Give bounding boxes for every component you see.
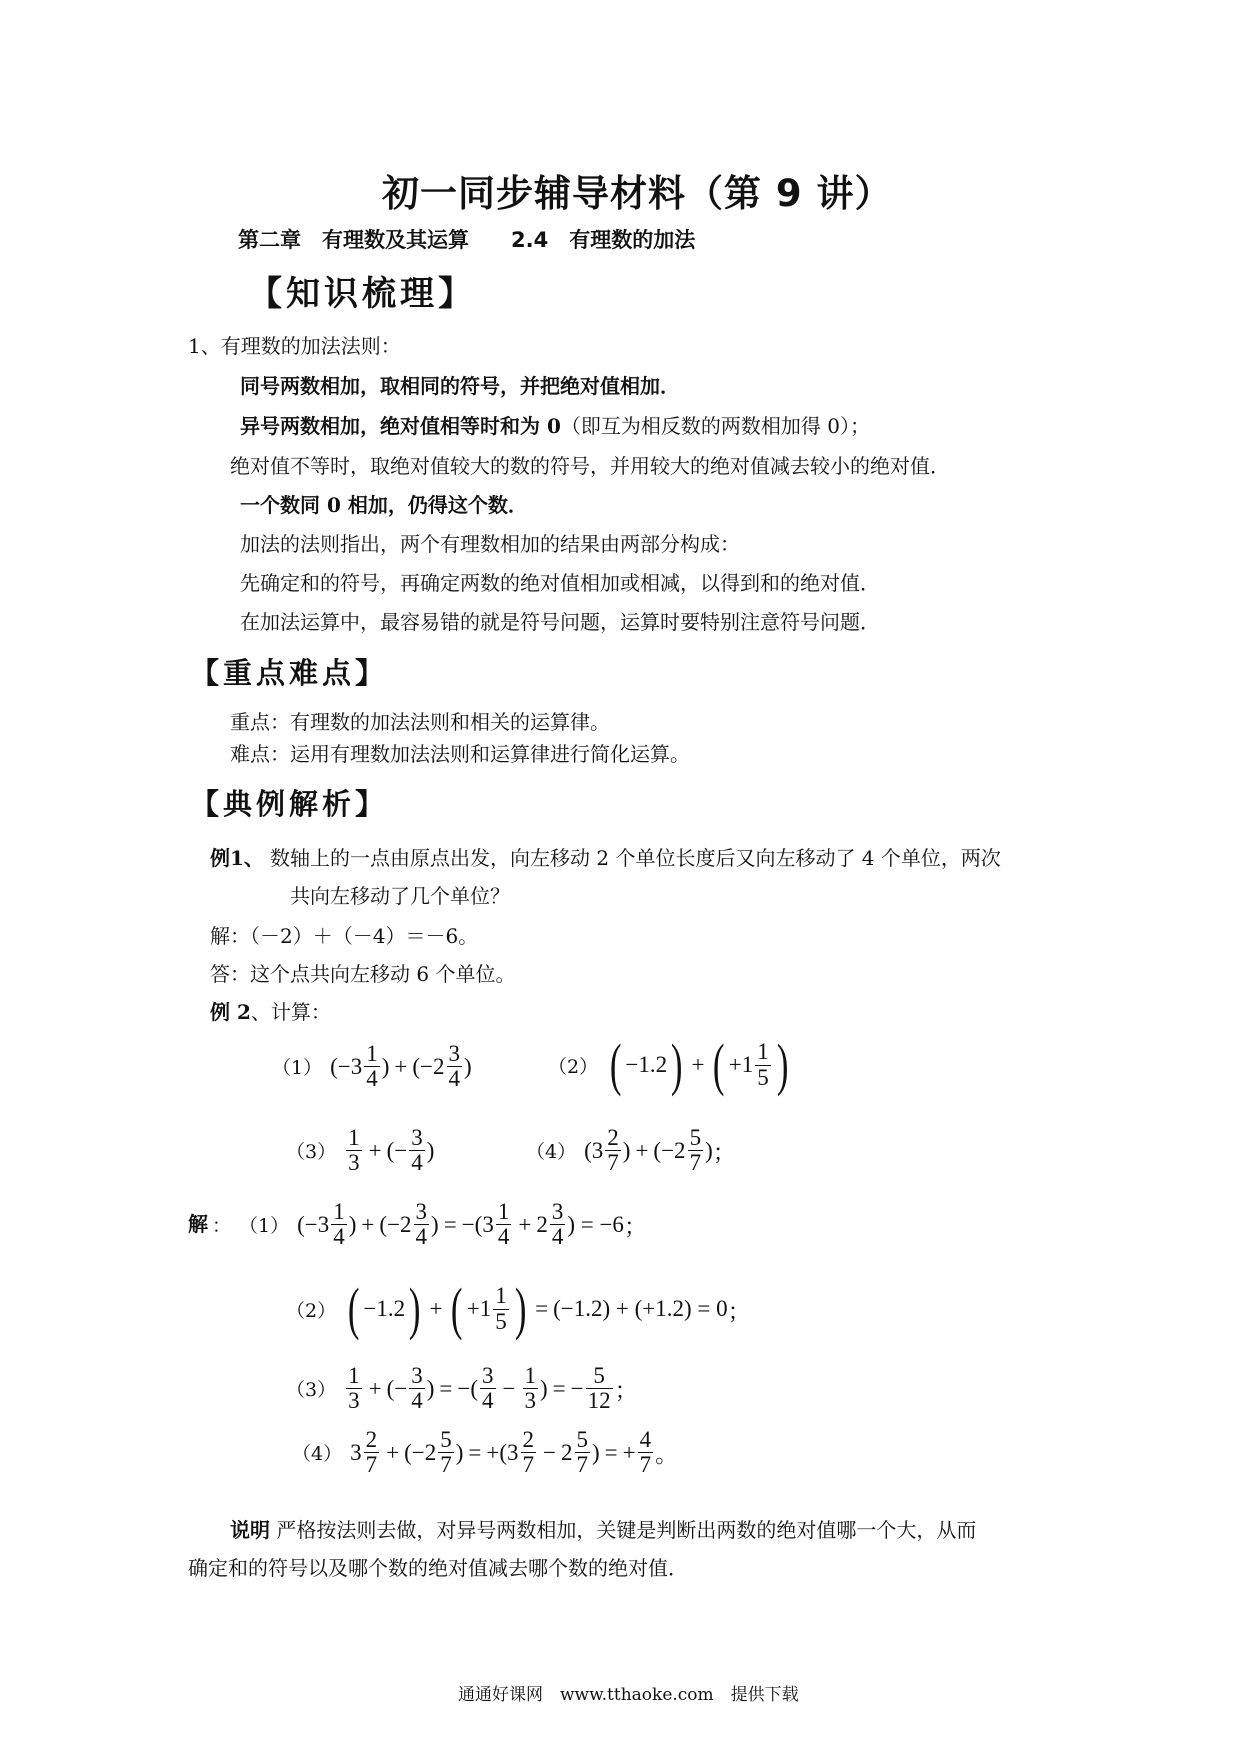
fraction: $\frac{3}{4}$ (482, 1363, 494, 1414)
page-footer: 通通好课网 www.tthaoke.com 提供下载 (458, 1685, 799, 1705)
fraction: $\frac{2}{7}$ (607, 1125, 619, 1176)
problem-2: （2） ( −1.2 ) + ( +1 $\frac{1}{5}$ ) (548, 1032, 789, 1097)
fraction: $\frac{3}{4}$ (411, 1363, 423, 1414)
fraction: $\frac{1}{4}$ (366, 1041, 378, 1092)
fraction: $\frac{1}{4}$ (497, 1199, 510, 1250)
note-line-2: 确定和的符号以及哪个数的绝对值减去哪个数的绝对值． (188, 1556, 688, 1580)
example-2-label-rest: 、计算： (250, 1000, 331, 1024)
fraction: $\frac{1}{5}$ (757, 1039, 769, 1090)
note-line-1 (230, 1514, 976, 1543)
example-1-answer: 答：这个点共向左移动 6 个单位。 (210, 962, 516, 986)
section-heading-examples: 【典例解析】 (190, 787, 389, 821)
example-1-question-line1: 数轴上的一点由原点出发，向左移动 2 个单位长度后又向左移动了 4 个单位，两次 (270, 846, 1001, 870)
fraction: $\frac{3}{4}$ (411, 1125, 423, 1176)
rule-diff-sign (240, 410, 870, 439)
fraction: $\frac{5}{7}$ (576, 1427, 588, 1478)
difficult-point: 难点：运用有理数加法法则和运算律进行简化运算。 (230, 742, 690, 766)
solution-2: （2） ( −1.2 ) + ( +1 $\frac{1}{5}$ ) = (−1.2) + (+1.2) = 0 ； (286, 1276, 751, 1341)
note-text-1: 严格按法则去做，对异号两数相加，关键是判断出两数的绝对值哪一个大，从而 (276, 1518, 977, 1542)
example-2-label-bold: 例 2 (210, 1000, 251, 1024)
rule-title: 1、有理数的加法法则： (188, 334, 401, 358)
fraction: $\frac{5}{7}$ (689, 1125, 702, 1176)
fraction: $\frac{3}{4}$ (448, 1041, 461, 1092)
solution-4: （4） 3 $\frac{2}{7}$ + (−2 $\frac{5}{7}$ ) = +(3 $\frac{2}{7}$ − 2 $\frac{5}{7}$ ) = + $\frac{4}{7}$ 。 (292, 1427, 679, 1478)
rule-explain-1: 加法的法则指出，两个有理数相加的结果由两部分构成： (240, 532, 740, 556)
problem-4: （4） (3 $\frac{2}{7}$ ) + (−2 $\frac{5}{7}$ ) ； (526, 1125, 736, 1176)
fraction: $\frac{2}{7}$ (365, 1427, 378, 1478)
rule-same-sign: 同号两数相加，取相同的符号，并把绝对值相加． (240, 374, 680, 398)
key-point: 重点：有理数的加法法则和相关的运算律。 (230, 710, 610, 734)
example-1-question-line2: 共向左移动了几个单位？ (290, 884, 510, 908)
fraction: $\frac{1}{3}$ (348, 1125, 360, 1176)
rule-explain-2: 先确定和的符号，再确定两数的绝对值相加或相减，以得到和的绝对值． (240, 571, 880, 595)
page-title: 初一同步辅导材料（第 9 讲） (382, 172, 893, 215)
rule-diff-sign-bold: 异号两数相加，绝对值相等时和为 0 (240, 414, 561, 438)
rule-zero: 一个数同 0 相加，仍得这个数． (240, 493, 528, 517)
fraction: $\frac{3}{4}$ (551, 1199, 564, 1250)
section-heading-keypoints: 【重点难点】 (190, 656, 389, 690)
rule-diff-sign-note: （即互为相反数的两数相加得 0）； (560, 414, 870, 438)
example-2-label (210, 996, 331, 1025)
solution-1: ： （1） (−3 $\frac{1}{4}$ ) + (−2 $\frac{3}{4}$ ) = −(3 $\frac{1}{4}$ + 2 $\frac{3}{4}$ ) = −6 ； (212, 1199, 647, 1250)
fraction: $\frac{1}{3}$ (348, 1363, 360, 1414)
problem-3: （3） $\frac{1}{3}$ + (− $\frac{3}{4}$ ) (286, 1125, 435, 1176)
solution-3: （3） $\frac{1}{3}$ + (− $\frac{3}{4}$ ) = −( $\frac{3}{4}$ − $\frac{1}{3}$ ) = − $\frac{5}{12}$ ； (286, 1363, 638, 1414)
example-1-label: 例1、 (210, 846, 264, 870)
fraction: $\frac{3}{4}$ (415, 1199, 428, 1250)
fraction: $\frac{1}{4}$ (333, 1199, 345, 1250)
fraction: $\frac{4}{7}$ (639, 1427, 652, 1478)
fraction: $\frac{5}{12}$ (587, 1363, 611, 1414)
note-label: 说明 (230, 1518, 270, 1542)
fraction: $\frac{5}{7}$ (440, 1427, 452, 1478)
problem-1: （1） (−3 $\frac{1}{4}$ ) + (−2 $\frac{3}{4}$ ) (272, 1041, 472, 1092)
rule-unequal-abs: 绝对值不等时，取绝对值较大的数的符号，并用较大的绝对值减去较小的绝对值． (230, 454, 950, 478)
rule-explain-3: 在加法运算中，最容易错的就是符号问题，运算时要特别注意符号问题． (240, 610, 880, 634)
fraction: $\frac{2}{7}$ (522, 1427, 535, 1478)
fraction: $\frac{1}{3}$ (524, 1363, 536, 1414)
chapter-subtitle: 第二章 有理数及其运算 2.4 有理数的加法 (238, 228, 696, 252)
example-1-solution: 解：（－2）＋（－4）＝－6。 (210, 924, 479, 948)
section-heading-knowledge: 【知识梳理】 (248, 274, 476, 314)
fraction: $\frac{1}{5}$ (495, 1283, 507, 1334)
solution-label: 解 (188, 1212, 208, 1236)
